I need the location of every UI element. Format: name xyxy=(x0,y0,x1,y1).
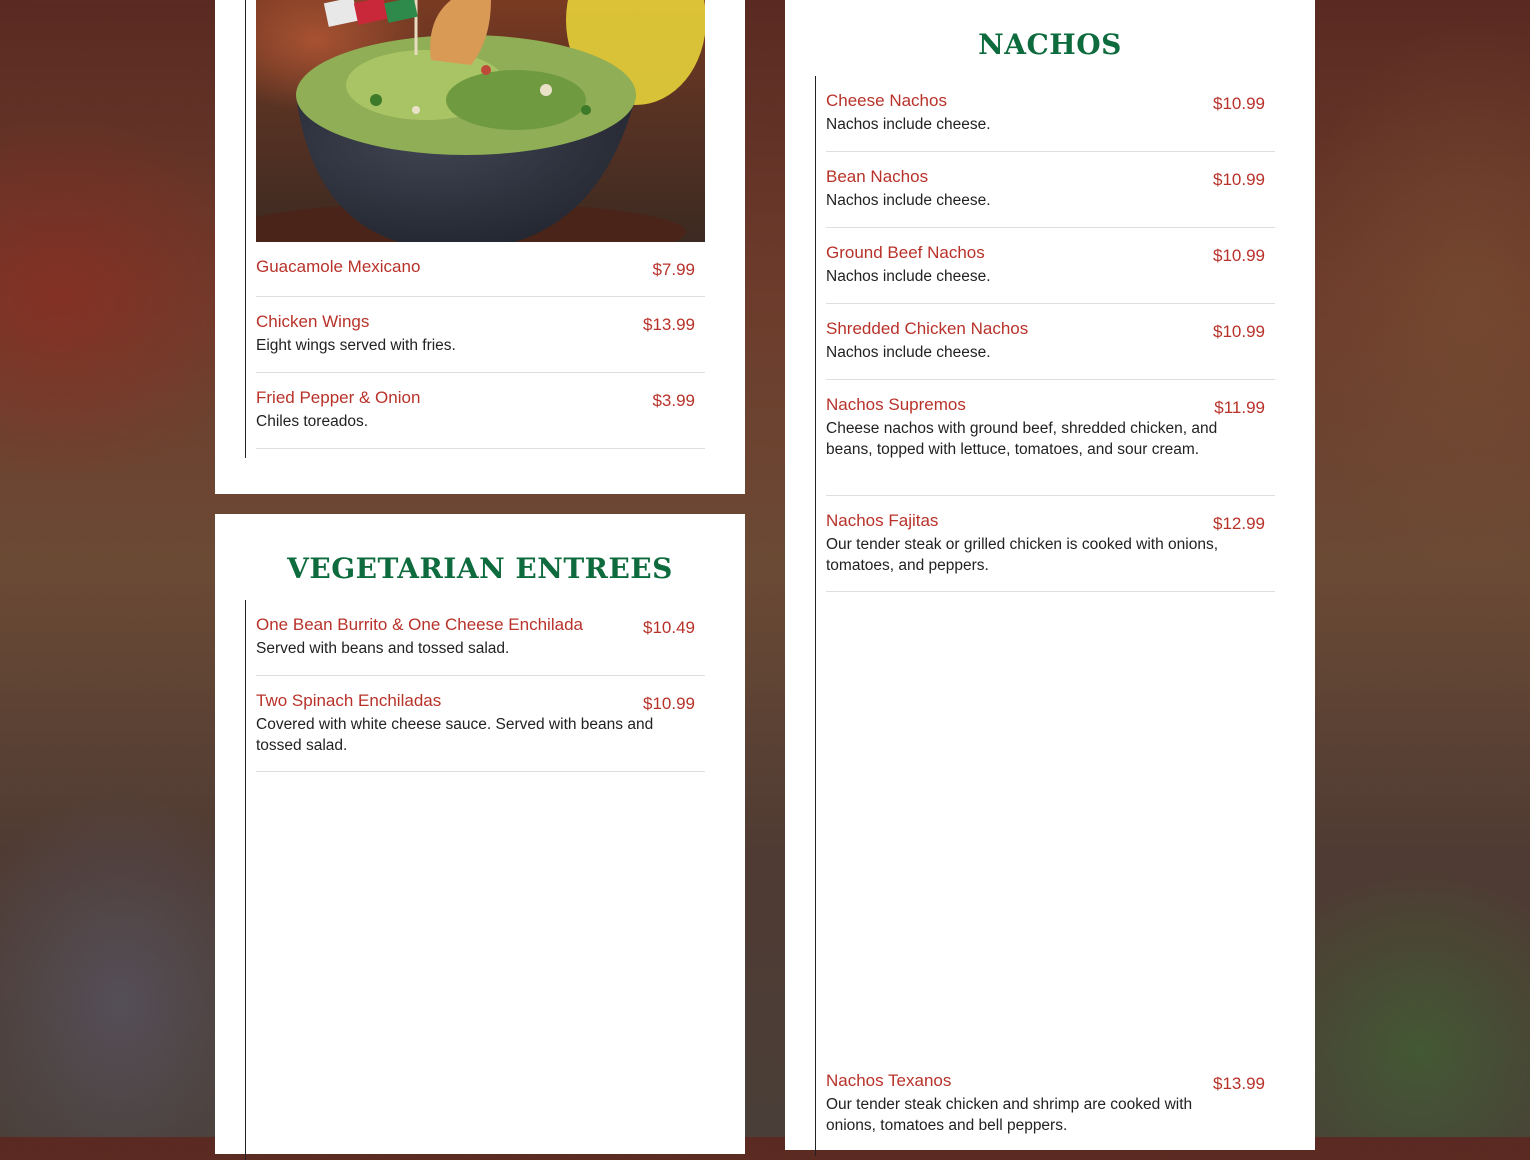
menu-item-bean-burrito-cheese-enchilada[interactable] xyxy=(256,614,705,676)
item-description: Nachos include cheese. xyxy=(826,116,991,133)
nachos-card xyxy=(785,0,1315,1150)
item-name: Ground Beef Nachos xyxy=(826,243,985,262)
item-description: Cheese nachos with ground beef, shredded chicken, and beans, topped with lettuce, tomatoes, and sour cream. xyxy=(826,420,1218,458)
item-price: $10.99 xyxy=(643,694,695,713)
item-description: Nachos include cheese. xyxy=(826,268,991,285)
menu-item-shredded-chicken-nachos[interactable] xyxy=(826,318,1275,380)
item-price: $12.99 xyxy=(1213,514,1265,533)
item-name: Shredded Chicken Nachos xyxy=(826,319,1029,338)
section-title: VEGETARIAN ENTREES xyxy=(287,552,673,585)
appetizers-card xyxy=(215,0,745,494)
item-name: Bean Nachos xyxy=(826,167,929,186)
item-price: $13.99 xyxy=(643,315,695,334)
item-description: Nachos include cheese. xyxy=(826,192,991,209)
item-name: Guacamole Mexicano xyxy=(256,257,421,276)
vegetarian-entrees-card xyxy=(215,514,745,1154)
item-description: Eight wings served with fries. xyxy=(256,337,456,354)
section-title: NACHOS xyxy=(978,28,1122,61)
menu-item-nachos-fajitas[interactable] xyxy=(826,510,1275,592)
item-description: Chiles toreados. xyxy=(256,413,369,430)
menu-item-ground-beef-nachos[interactable] xyxy=(826,242,1275,304)
item-price: $11.99 xyxy=(1214,398,1265,417)
item-description: Covered with white cheese sauce. Served with beans and tossed salad. xyxy=(256,716,654,754)
menu-item-spinach-enchiladas[interactable] xyxy=(256,690,705,772)
menu-item-guacamole[interactable] xyxy=(256,256,705,297)
item-name: One Bean Burrito & One Cheese Enchilada xyxy=(256,615,583,634)
item-description: Our tender steak chicken and shrimp are cooked with onions, tomatoes and bell peppers. xyxy=(826,1096,1193,1134)
section-divider-line xyxy=(815,76,816,1156)
item-name: Chicken Wings xyxy=(256,312,370,331)
item-name: Nachos Supremos xyxy=(826,395,966,414)
section-divider-line xyxy=(245,600,246,1160)
item-price: $3.99 xyxy=(652,391,695,410)
item-price: $10.49 xyxy=(643,618,695,637)
item-name: Cheese Nachos xyxy=(826,91,947,110)
menu-item-cheese-nachos[interactable] xyxy=(826,90,1275,152)
item-price: $10.99 xyxy=(1213,94,1265,113)
guacamole-bowl-illustration xyxy=(256,0,705,242)
guacamole-photo xyxy=(256,0,705,242)
item-price: $10.99 xyxy=(1213,246,1265,265)
section-divider-line xyxy=(245,0,246,458)
menu-item-chicken-wings[interactable] xyxy=(256,311,705,373)
item-name: Two Spinach Enchiladas xyxy=(256,691,442,710)
item-price: $10.99 xyxy=(1213,322,1265,341)
menu-item-nachos-texanos[interactable] xyxy=(826,1070,1275,1151)
item-price: $7.99 xyxy=(652,260,695,279)
item-description: Served with beans and tossed salad. xyxy=(256,640,510,657)
menu-item-nachos-supremos[interactable] xyxy=(826,394,1275,496)
item-description: Our tender steak or grilled chicken is cooked with onions, tomatoes, and peppers. xyxy=(826,536,1219,574)
item-name: Nachos Texanos xyxy=(826,1071,952,1090)
menu-item-bean-nachos[interactable] xyxy=(826,166,1275,228)
item-name: Nachos Fajitas xyxy=(826,511,939,530)
item-price: $13.99 xyxy=(1213,1074,1265,1093)
item-name: Fried Pepper & Onion xyxy=(256,388,421,407)
item-description: Nachos include cheese. xyxy=(826,344,991,361)
item-price: $10.99 xyxy=(1213,170,1265,189)
menu-item-fried-pepper-onion[interactable] xyxy=(256,387,705,449)
